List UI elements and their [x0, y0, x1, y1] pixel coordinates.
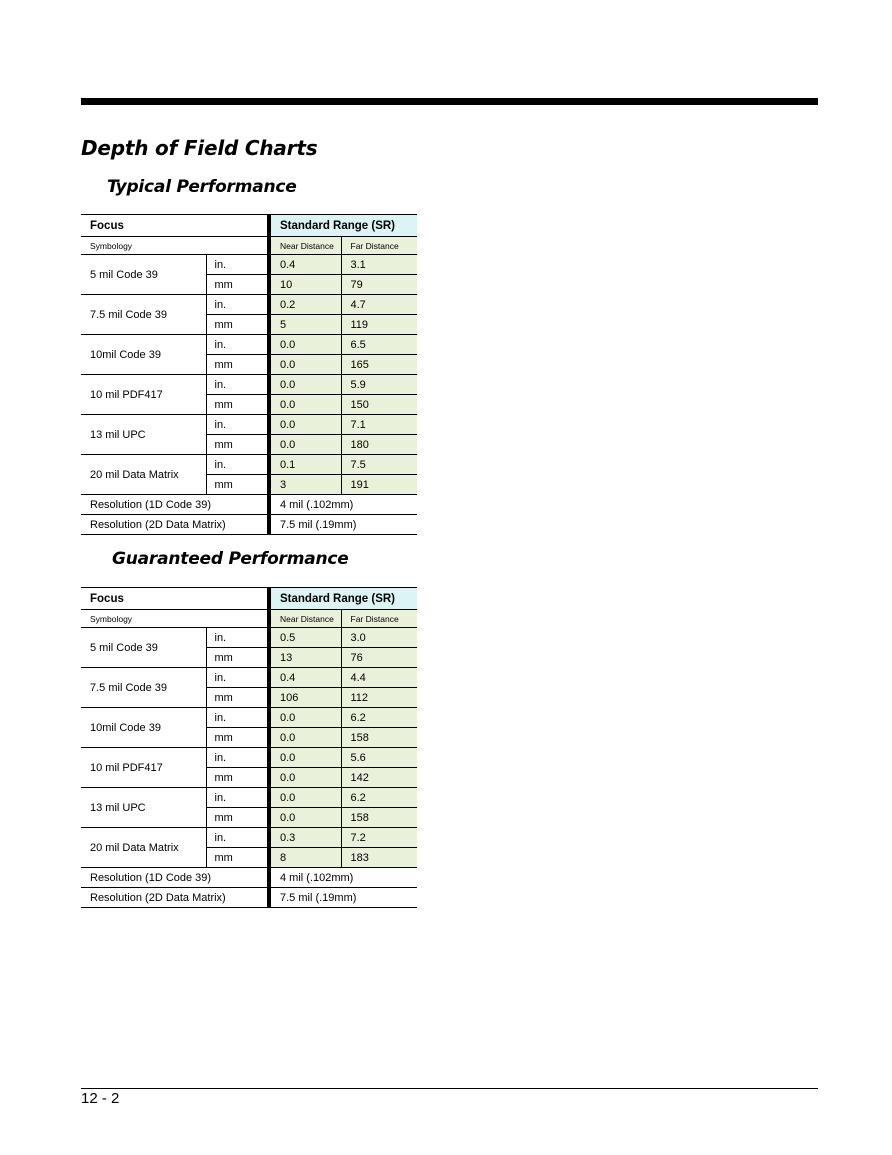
far-distance-value: 7.5: [341, 455, 417, 475]
unit-millimeters: mm: [206, 475, 269, 495]
unit-inches: in.: [206, 708, 269, 728]
near-distance-value: 0.3: [269, 828, 341, 848]
near-distance-value: 0.0: [269, 708, 341, 728]
table-row: [81, 335, 417, 355]
resolution-2d-label: Resolution (2D Data Matrix): [81, 515, 269, 535]
near-distance-value: 10: [269, 275, 341, 295]
table-row: [81, 748, 417, 768]
near-distance-value: 0.2: [269, 295, 341, 315]
standard-range-header: Standard Range (SR): [269, 215, 417, 237]
resolution-2d-row: [81, 888, 417, 908]
far-distance-value: 3.0: [341, 628, 417, 648]
symbology-header: Symbology: [81, 237, 269, 255]
resolution-1d-value: 4 mil (.102mm): [269, 495, 417, 515]
far-distance-value: 6.5: [341, 335, 417, 355]
far-distance-value: 142: [341, 768, 417, 788]
far-distance-value: 4.7: [341, 295, 417, 315]
footer-rule: [81, 1088, 818, 1089]
symbology-name: 20 mil Data Matrix: [81, 455, 206, 495]
typical-performance-heading: Typical Performance: [107, 177, 297, 197]
subheader-row: [81, 610, 417, 628]
unit-inches: in.: [206, 748, 269, 768]
resolution-2d-row: [81, 515, 417, 535]
symbology-header: Symbology: [81, 610, 269, 628]
near-distance-value: 8: [269, 848, 341, 868]
top-rule: [81, 98, 818, 105]
unit-millimeters: mm: [206, 648, 269, 668]
near-distance-header: Near Distance: [269, 237, 341, 255]
table-row: [81, 375, 417, 395]
unit-inches: in.: [206, 628, 269, 648]
symbology-name: 7.5 mil Code 39: [81, 295, 206, 335]
symbology-name: 5 mil Code 39: [81, 255, 206, 295]
table-row: [81, 628, 417, 648]
unit-millimeters: mm: [206, 275, 269, 295]
unit-inches: in.: [206, 415, 269, 435]
symbology-name: 13 mil UPC: [81, 788, 206, 828]
unit-inches: in.: [206, 335, 269, 355]
near-distance-header: Near Distance: [269, 610, 341, 628]
table-row: [81, 415, 417, 435]
table-row: [81, 828, 417, 848]
resolution-1d-label: Resolution (1D Code 39): [81, 495, 269, 515]
table-header-row: [81, 215, 417, 237]
far-distance-value: 180: [341, 435, 417, 455]
focus-header: Focus: [81, 588, 269, 610]
unit-millimeters: mm: [206, 355, 269, 375]
far-distance-value: 6.2: [341, 788, 417, 808]
standard-range-header: Standard Range (SR): [269, 588, 417, 610]
far-distance-value: 4.4: [341, 668, 417, 688]
far-distance-value: 3.1: [341, 255, 417, 275]
focus-header: Focus: [81, 215, 269, 237]
near-distance-value: 3: [269, 475, 341, 495]
near-distance-value: 0.0: [269, 335, 341, 355]
near-distance-value: 0.5: [269, 628, 341, 648]
far-distance-header: Far Distance: [341, 237, 417, 255]
near-distance-value: 0.1: [269, 455, 341, 475]
far-distance-value: 150: [341, 395, 417, 415]
near-distance-value: 0.0: [269, 808, 341, 828]
far-distance-value: 119: [341, 315, 417, 335]
table-row: [81, 788, 417, 808]
unit-millimeters: mm: [206, 728, 269, 748]
subheader-row: [81, 237, 417, 255]
resolution-1d-row: [81, 868, 417, 888]
unit-inches: in.: [206, 828, 269, 848]
symbology-name: 13 mil UPC: [81, 415, 206, 455]
unit-millimeters: mm: [206, 395, 269, 415]
near-distance-value: 0.0: [269, 788, 341, 808]
resolution-2d-value: 7.5 mil (.19mm): [269, 888, 417, 908]
far-distance-value: 7.1: [341, 415, 417, 435]
far-distance-value: 158: [341, 808, 417, 828]
table-row: [81, 295, 417, 315]
resolution-1d-label: Resolution (1D Code 39): [81, 868, 269, 888]
far-distance-value: 183: [341, 848, 417, 868]
near-distance-value: 13: [269, 648, 341, 668]
guaranteed-performance-table: [81, 587, 417, 908]
unit-millimeters: mm: [206, 768, 269, 788]
unit-millimeters: mm: [206, 315, 269, 335]
far-distance-value: 165: [341, 355, 417, 375]
symbology-name: 5 mil Code 39: [81, 628, 206, 668]
far-distance-value: 158: [341, 728, 417, 748]
resolution-1d-value: 4 mil (.102mm): [269, 868, 417, 888]
far-distance-value: 5.9: [341, 375, 417, 395]
symbology-name: 10mil Code 39: [81, 708, 206, 748]
symbology-name: 10 mil PDF417: [81, 748, 206, 788]
typical-performance-table: [81, 214, 417, 535]
near-distance-value: 0.0: [269, 355, 341, 375]
table-row: [81, 455, 417, 475]
far-distance-value: 76: [341, 648, 417, 668]
near-distance-value: 0.4: [269, 255, 341, 275]
symbology-name: 20 mil Data Matrix: [81, 828, 206, 868]
near-distance-value: 106: [269, 688, 341, 708]
far-distance-value: 7.2: [341, 828, 417, 848]
guaranteed-performance-heading: Guaranteed Performance: [112, 549, 349, 569]
near-distance-value: 0.0: [269, 728, 341, 748]
unit-inches: in.: [206, 295, 269, 315]
near-distance-value: 5: [269, 315, 341, 335]
resolution-2d-value: 7.5 mil (.19mm): [269, 515, 417, 535]
far-distance-value: 5.6: [341, 748, 417, 768]
unit-millimeters: mm: [206, 688, 269, 708]
table-header-row: [81, 588, 417, 610]
resolution-1d-row: [81, 495, 417, 515]
table-row: [81, 255, 417, 275]
unit-inches: in.: [206, 255, 269, 275]
unit-millimeters: mm: [206, 848, 269, 868]
unit-inches: in.: [206, 455, 269, 475]
far-distance-value: 112: [341, 688, 417, 708]
near-distance-value: 0.0: [269, 415, 341, 435]
unit-inches: in.: [206, 375, 269, 395]
unit-millimeters: mm: [206, 808, 269, 828]
unit-millimeters: mm: [206, 435, 269, 455]
near-distance-value: 0.0: [269, 395, 341, 415]
near-distance-value: 0.0: [269, 768, 341, 788]
far-distance-header: Far Distance: [341, 610, 417, 628]
symbology-name: 10 mil PDF417: [81, 375, 206, 415]
unit-inches: in.: [206, 668, 269, 688]
far-distance-value: 79: [341, 275, 417, 295]
page-number: 12 - 2: [81, 1090, 120, 1107]
far-distance-value: 6.2: [341, 708, 417, 728]
page-title: Depth of Field Charts: [81, 136, 318, 160]
near-distance-value: 0.0: [269, 435, 341, 455]
table-row: [81, 668, 417, 688]
unit-inches: in.: [206, 788, 269, 808]
near-distance-value: 0.0: [269, 748, 341, 768]
table-row: [81, 708, 417, 728]
resolution-2d-label: Resolution (2D Data Matrix): [81, 888, 269, 908]
symbology-name: 7.5 mil Code 39: [81, 668, 206, 708]
symbology-name: 10mil Code 39: [81, 335, 206, 375]
near-distance-value: 0.0: [269, 375, 341, 395]
near-distance-value: 0.4: [269, 668, 341, 688]
far-distance-value: 191: [341, 475, 417, 495]
